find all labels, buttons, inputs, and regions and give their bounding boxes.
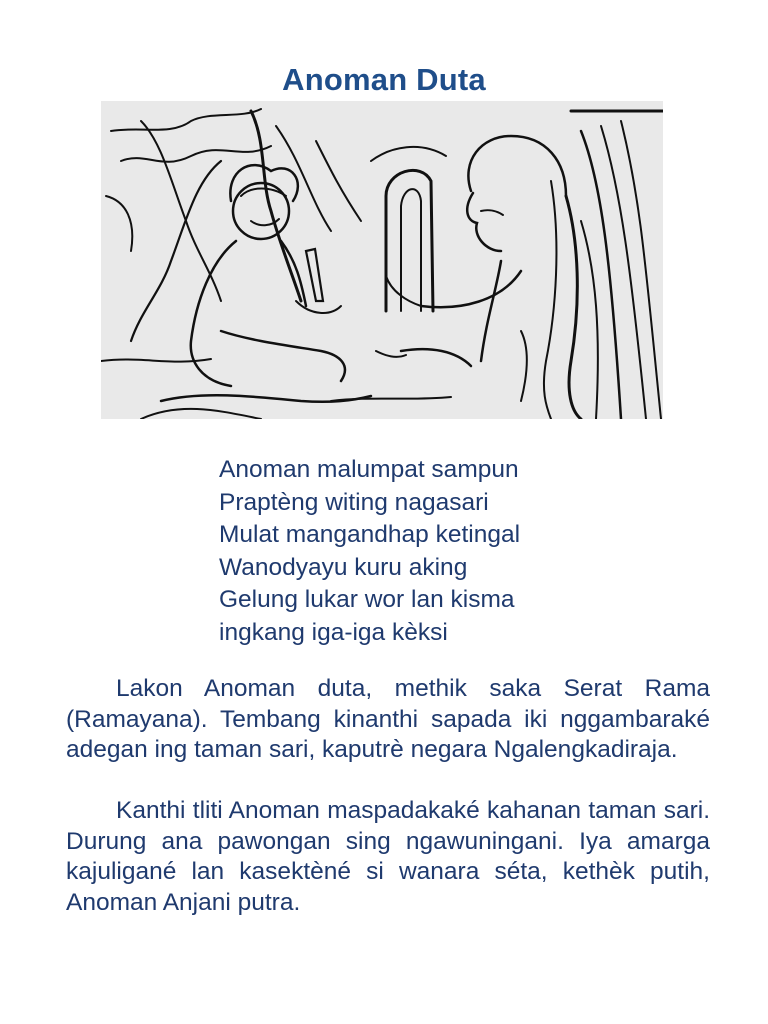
poem-line: Wanodyayu kuru aking (219, 553, 468, 581)
ink-drawing (101, 101, 663, 419)
paragraph-anoman: Kanthi tliti Anoman maspadakaké kahanan taman sari. Durung ana pawongan sing ngawuningani. Iya amarga kajuligané lan kasektèné si wanara séta, kethèk putih, Anoman Anjani putra. (66, 797, 710, 916)
poem-line: Anoman malumpat sampun (219, 456, 519, 483)
page-title: Anoman Duta (282, 62, 486, 97)
poem-line: Mulat mangandhap ketingal (219, 521, 521, 548)
poem-line: ingkang iga-iga kèksi (219, 618, 448, 646)
paragraph-intro: Lakon Anoman duta, methik saka Serat Rama (Ramayana). Tembang kinanthi sapada iki nggambaraké adegan ing taman sari, kaputrè negara Ngalengkadiraja. (66, 675, 710, 763)
poem-line: Gelung lukar wor lan kisma (219, 586, 515, 613)
poem-stanza (219, 454, 699, 649)
poem-line: Praptèng witing nagasari (219, 488, 489, 516)
illustration-anoman-and-sinta (101, 101, 663, 419)
